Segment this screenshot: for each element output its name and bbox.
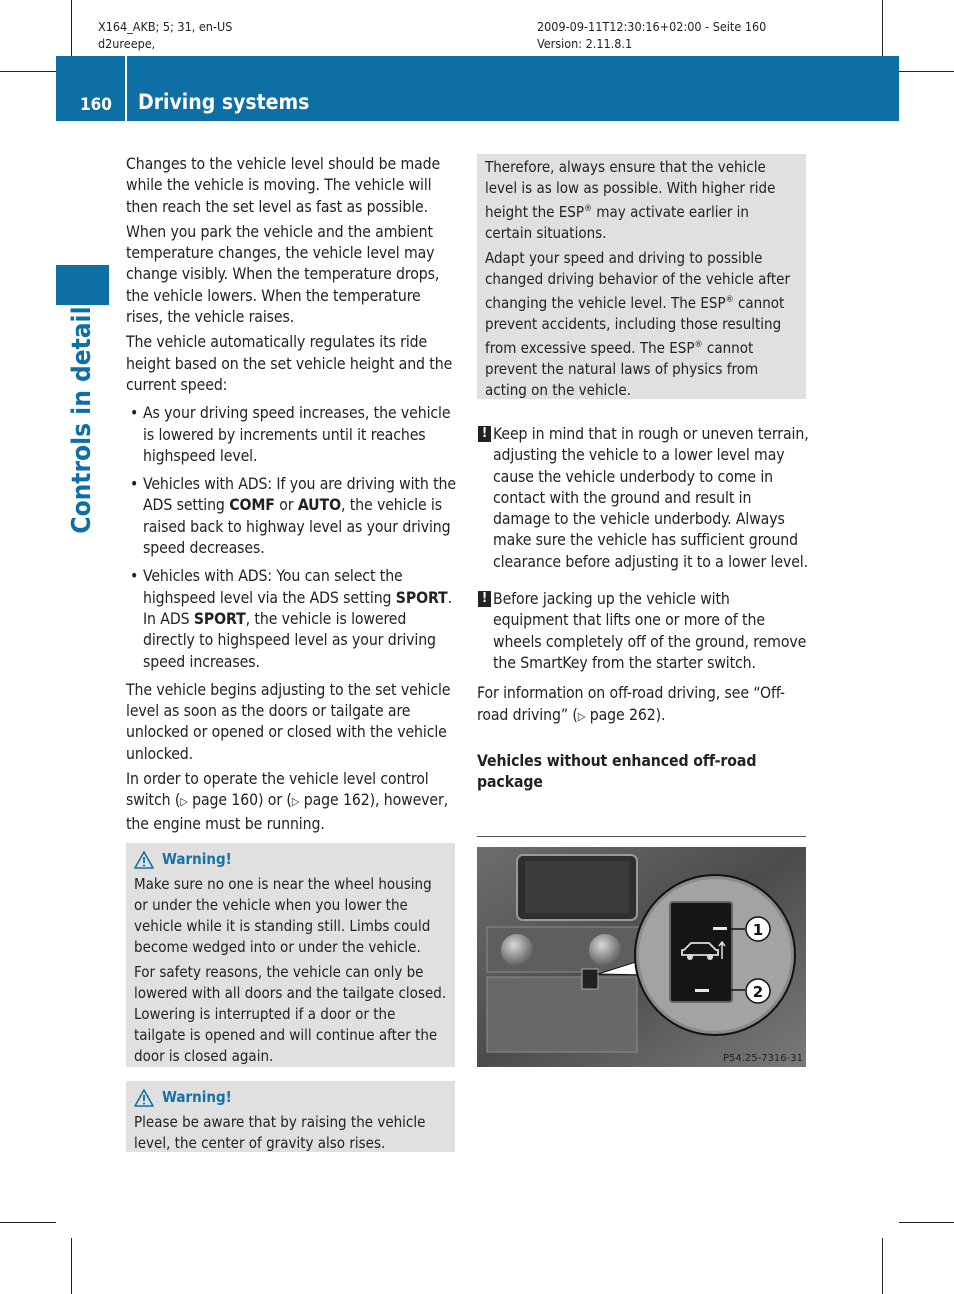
- bullet-dot: •: [130, 566, 139, 586]
- paragraph-text: For information on off-road driving, see “Off-road driving” (: [477, 683, 785, 724]
- indicator-lamp-bottom: [695, 989, 709, 992]
- page-ref-link[interactable]: page 160) or (: [187, 790, 292, 810]
- page-ref-arrow-icon: ▷: [577, 709, 586, 723]
- bullet-text: Vehicles with ADS: If you are driving with the ADS setting: [143, 474, 456, 515]
- vehicle-level-switch-photo: [477, 847, 806, 1067]
- print-meta-left: [98, 18, 232, 52]
- bullet-keyword: SPORT: [395, 587, 448, 607]
- warning-title: Warning!: [162, 850, 232, 868]
- bullet-dot: •: [130, 474, 139, 494]
- warning-heading: [134, 1087, 447, 1108]
- warning-text-part: Therefore, always ensure that the vehicle level is as low as possible. With higher ride height the ESP: [485, 158, 776, 221]
- page-ref-link[interactable]: page 262).: [585, 704, 666, 724]
- callout-label-2: 2: [752, 983, 764, 1001]
- bullet-keyword: COMF: [229, 495, 275, 515]
- warning-text: Please be aware that by raising the vehicle level, the center of gravity also rises.: [134, 1113, 426, 1152]
- paragraph: Changes to the vehicle level should be made while the vehicle is moving. The vehicle will then reach the set level as fast as possible.: [126, 154, 441, 216]
- crop-mark: [899, 1222, 954, 1223]
- climate-knob-right: [589, 934, 621, 966]
- heading-rule: [477, 836, 806, 837]
- paragraph-text: In order to operate the vehicle level control switch (: [126, 769, 429, 810]
- registered-mark: ®: [725, 295, 734, 305]
- side-tab-marker: [56, 265, 109, 305]
- caution-note: [477, 423, 809, 572]
- print-meta-left-line1: X164_AKB; 5; 31, en-US: [98, 19, 233, 34]
- callout-label-1: 1: [752, 921, 764, 939]
- caution-text: Before jacking up the vehicle with equipment that lifts one or more of the wheels completely off of the ground, remove the SmartKey from the starter switch.: [493, 589, 807, 672]
- bullet-keyword: SPORT: [193, 608, 246, 628]
- paragraph: The vehicle begins adjusting to the set vehicle level as soon as the doors or tailgate are unlocked or opened or closed with the vehicle unlocked.: [126, 679, 451, 763]
- crop-mark: [899, 71, 954, 72]
- vehicle-level-icon-wheel: [687, 954, 693, 960]
- print-meta-right-line1: 2009-09-11T12:30:16+02:00 - Seite 160: [537, 19, 767, 34]
- warning-text: [485, 248, 798, 401]
- side-tab-label: Controls in detail: [67, 306, 97, 534]
- caution-text: Keep in mind that in rough or uneven terrain, adjusting the vehicle to a lower level may cause the vehicle underbody to come in contact with the ground and result in damage to the vehicle underbody. Always make sure the vehicle has sufficient ground clearance before adjusting it to a lower level.: [493, 424, 809, 571]
- warning-text: [485, 157, 798, 244]
- warning-title: Warning!: [162, 1088, 232, 1106]
- warning-text-part: may activate earlier in certain situations.: [485, 203, 749, 242]
- vehicle-level-switch-small: [582, 969, 598, 989]
- warning-text-part: Adapt your speed and driving to possible changed driving behavior of the vehicle after changing the vehicle level. The ESP: [485, 249, 791, 312]
- paragraph: [126, 768, 458, 834]
- climate-knob-left: [501, 934, 533, 966]
- bullet-text: or: [274, 495, 298, 515]
- center-console-panel: [487, 977, 637, 1052]
- bullet-dot: •: [130, 403, 139, 423]
- bullet-item: [126, 565, 458, 671]
- page-ref-link[interactable]: page 162), however, the engine must be running.: [126, 790, 449, 833]
- vehicle-level-icon-wheel: [707, 954, 713, 960]
- warning-heading: [134, 849, 447, 870]
- warning-box: [126, 1081, 455, 1152]
- page-ref-arrow-icon: ▷: [291, 795, 300, 809]
- page-ref-arrow-icon: ▷: [180, 795, 188, 809]
- warning-text-part: cannot prevent the natural laws of physics from acting on the vehicle.: [485, 339, 759, 399]
- crop-mark: [882, 1238, 883, 1294]
- navigation-screen-glass: [525, 861, 629, 913]
- crop-mark: [0, 71, 56, 72]
- paragraph: When you park the vehicle and the ambient temperature changes, the vehicle level may change visibly. When the temperature drops, the vehicle lowers. When the temperature rises, the vehicle raises.: [126, 221, 440, 327]
- bullet-keyword: AUTO: [297, 495, 341, 515]
- section-title: Driving systems: [138, 90, 310, 114]
- paragraph: [477, 682, 809, 727]
- caution-note: [477, 588, 809, 673]
- warning-continuation-box: [477, 154, 806, 399]
- bullet-text: , the vehicle is raised back to highway level as your driving speed decreases.: [143, 495, 451, 558]
- bullet-item: [126, 402, 458, 466]
- print-meta-right-line2: Version: 2.11.8.1: [537, 36, 633, 51]
- subsection-heading: Vehicles without enhanced off-road package: [477, 750, 757, 792]
- crop-mark: [71, 0, 72, 56]
- bullet-text: Vehicles with ADS: You can select the highspeed level via the ADS setting: [143, 566, 403, 607]
- warning-triangle-icon: [134, 851, 154, 869]
- bullet-text: . In ADS: [143, 587, 452, 628]
- registered-mark: ®: [583, 204, 593, 214]
- exclamation-icon: !: [478, 591, 491, 607]
- figure-code: P54.25-7316-31: [722, 1053, 803, 1064]
- print-meta-right: [537, 18, 766, 52]
- left-column: [126, 153, 458, 838]
- warning-text: For safety reasons, the vehicle can only be lowered with all doors and the tailgate closed. Lowering is interrupted if a door or the tailgate is opened and will continue after the door is closed again.: [134, 963, 447, 1065]
- bullet-item: [126, 473, 458, 558]
- print-meta-left-line2: d2ureepe,: [98, 36, 156, 51]
- exclamation-icon: !: [478, 426, 491, 442]
- warning-text-part: cannot prevent accidents, including those resulting from excessive speed. The ESP: [485, 294, 785, 357]
- registered-mark: ®: [694, 340, 703, 350]
- page-number: 160: [80, 95, 112, 115]
- right-column: [477, 423, 809, 796]
- header-divider: [125, 56, 127, 121]
- warning-triangle-icon: [134, 1089, 154, 1107]
- indicator-lamp-top: [713, 927, 727, 930]
- crop-mark: [0, 1222, 56, 1223]
- warning-text: Make sure no one is near the wheel housing or under the vehicle when you lower the vehicle while it is standing still. Limbs could become wedged into or under the vehicle.: [134, 875, 432, 956]
- bullet-text: , the vehicle is lowered directly to highspeed level as your driving speed increases.: [143, 608, 436, 671]
- bullet-text: As your driving speed increases, the vehicle is lowered by increments until it reaches highspeed level.: [143, 403, 451, 465]
- crop-mark: [882, 0, 883, 56]
- paragraph: The vehicle automatically regulates its ride height based on the set vehicle height and the current speed:: [126, 332, 453, 394]
- crop-mark: [71, 1238, 72, 1294]
- warning-box: [126, 843, 455, 1067]
